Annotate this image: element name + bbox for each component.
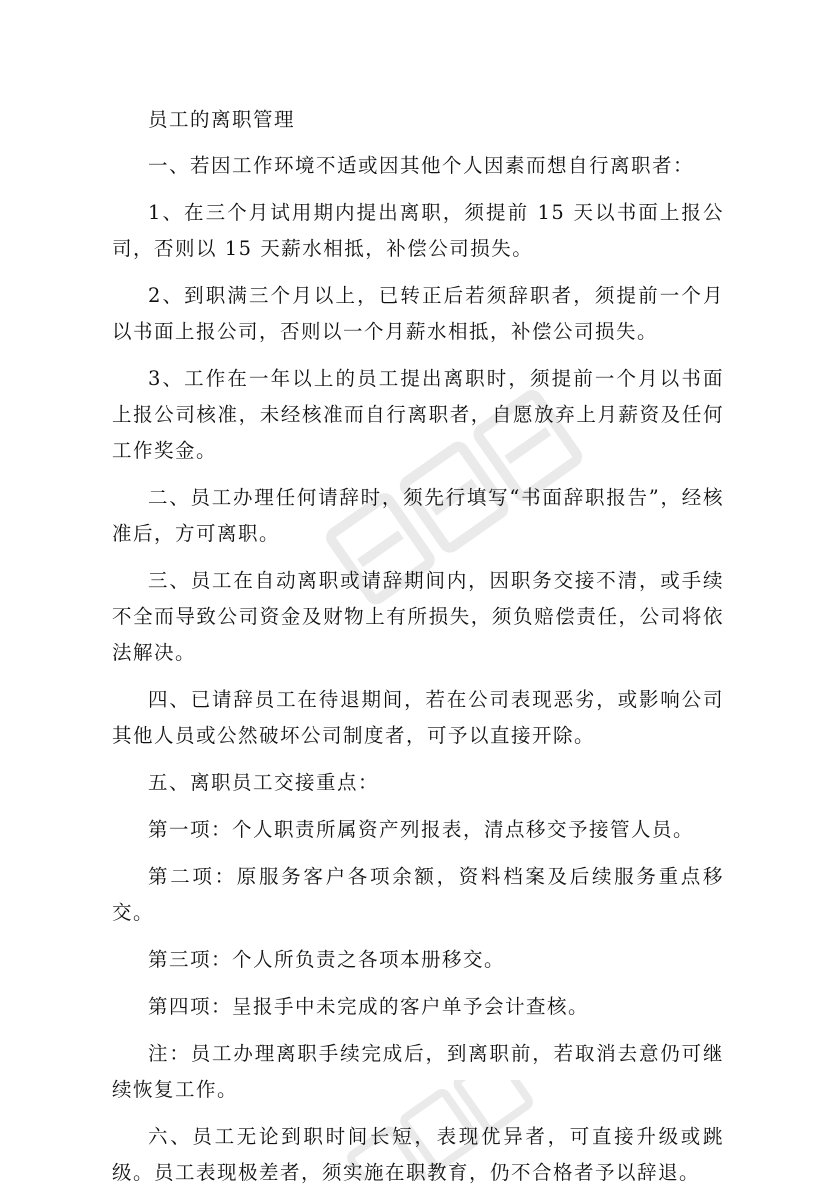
paragraph-14: 六、员工无论到职时间长短，表现优异者，可直接升级或跳级。员工表现极差者，须实施在职教育，仍不合格者予以辞退。: [112, 1125, 724, 1184]
paragraph-4: 3、工作在一年以上的员工提出离职时，须提前一个月以书面上报公司核准，未经核准而自行离职者，自愿放弃上月薪资及任何工作奖金。: [112, 367, 724, 462]
paragraph-5: 二、员工办理任何请辞时，须先行填写“书面辞职报告”，经核准后，方可离职。: [112, 486, 724, 545]
paragraph-7: 四、已请辞员工在待退期间，若在公司表现恶劣，或影响公司其他人员或公然破坏公司制度者，可予以直接开除。: [112, 688, 724, 747]
paragraph-2: 1、在三个月试用期内提出离职，须提前 15 天以书面上报公司，否则以 15 天薪水相抵，补偿公司损失。: [112, 201, 724, 260]
paragraph-13: 注：员工办理离职手续完成后，到离职前，若取消去意仍可继续恢复工作。: [112, 1042, 724, 1101]
paragraph-1: 一、若因工作环境不适或因其他个人因素而想自行离职者：: [148, 154, 695, 177]
paragraph-6: 三、员工在自动离职或请辞期间内，因职务交接不清，或手续不全而导致公司资金及财物上有所损失，须负赔偿责任，公司将依法解决。: [112, 569, 724, 664]
paragraph-10: 第二项：原服务客户各项余额，资料档案及后续服务重点移交。: [112, 865, 724, 924]
paragraph-11: 第三项：个人所负责之各项本册移交。: [148, 948, 506, 971]
paragraph-8: 五、离职员工交接重点：: [148, 771, 380, 794]
document-body: [112, 103, 724, 1202]
paragraph-3: 2、到职满三个月以上，已转正后若须辞职者，须提前一个月以书面上报公司，否则以一个月薪水相抵，补偿公司损失。: [112, 284, 724, 343]
paragraph-9: 第一项：个人职责所属资产列报表，清点移交予接管人员。: [148, 818, 695, 841]
page-title: 员工的离职管理: [148, 108, 296, 131]
paragraph-12: 第四项：呈报手中未完成的客户单予会计查核。: [148, 995, 590, 1018]
